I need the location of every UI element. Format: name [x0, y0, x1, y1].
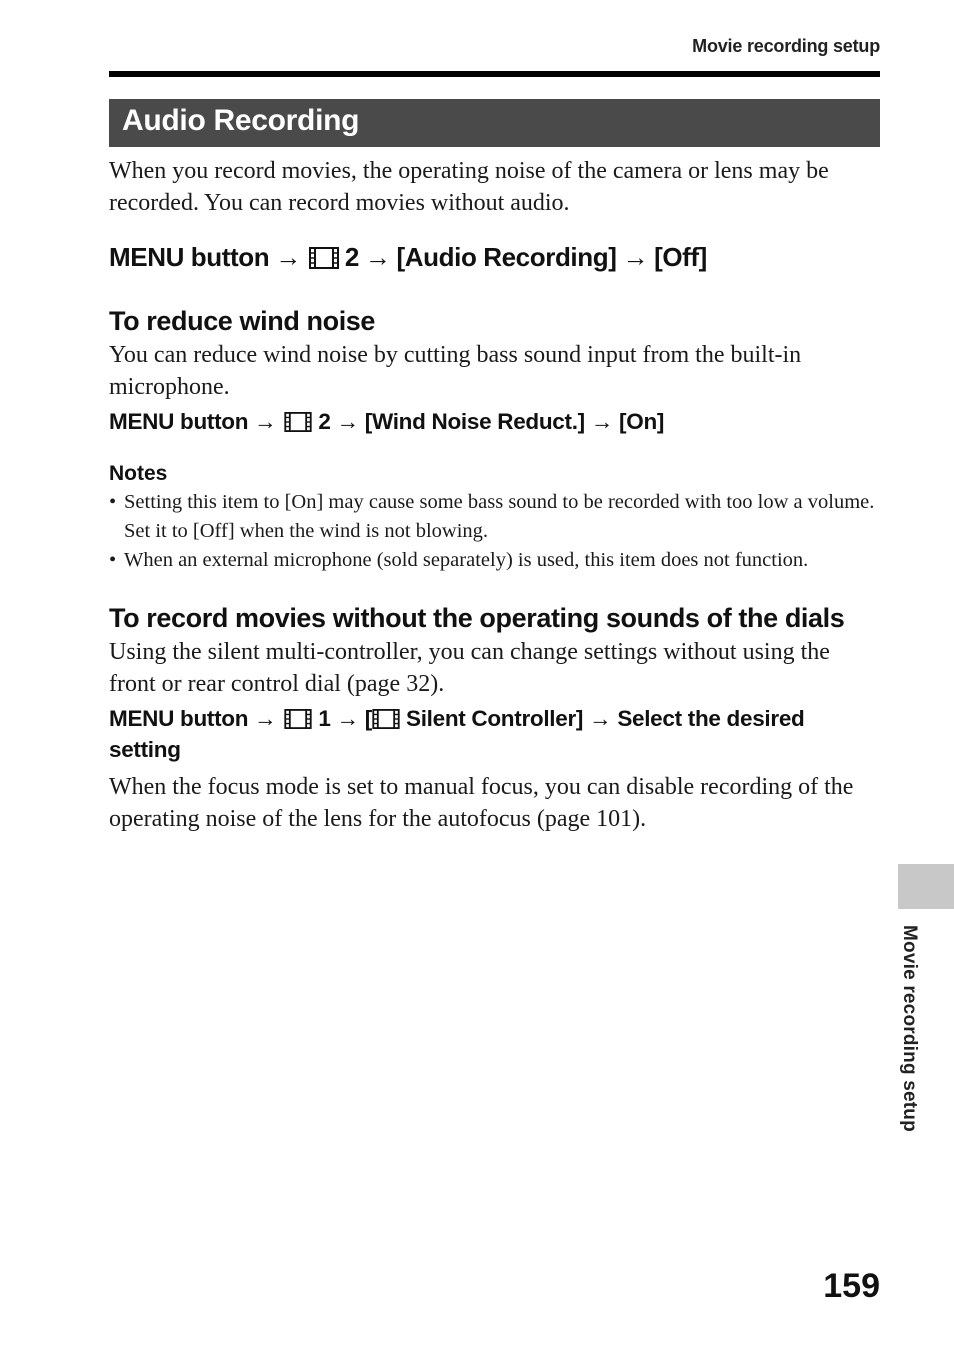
arrow-icon: → — [590, 409, 614, 434]
menu-step-page: 2 — [344, 242, 359, 272]
arrow-icon: → — [254, 409, 277, 434]
arrow-icon: → — [589, 706, 612, 731]
menu-step-value: [On] — [619, 409, 665, 434]
menu-step-item: [Wind Noise Reduct.] — [364, 409, 585, 434]
dials-heading: To record movies without the operating sounds of the dials — [109, 603, 845, 633]
menu-step-item: [Audio Recording] — [396, 242, 617, 272]
page-number: 159 — [823, 1267, 880, 1305]
side-thumb-tab — [898, 864, 954, 909]
bullet-icon: • — [109, 491, 117, 513]
bullet-icon: • — [109, 549, 117, 571]
menu-step-value: Select the desired setting — [109, 706, 805, 762]
menu-path-dials — [109, 703, 869, 765]
arrow-icon: → — [336, 706, 359, 731]
arrow-icon: → — [336, 409, 359, 434]
side-section-label: Movie recording setup — [899, 925, 920, 1132]
top-rule — [109, 71, 880, 77]
menu-step-menu-button: MENU button — [109, 242, 270, 272]
running-head: Movie recording setup — [692, 36, 880, 56]
menu-step-page: 1 — [318, 706, 331, 731]
notes-list — [109, 488, 879, 575]
dials-paragraph: Using the silent multi-controller, you can change settings without using the front or rear control dial (page 32). — [109, 639, 830, 697]
menu-step-menu-button: MENU button — [109, 706, 249, 731]
arrow-icon: → — [254, 706, 277, 731]
menu-step-item: Silent Controller] — [406, 706, 584, 731]
menu-path-audio — [109, 242, 707, 273]
arrow-icon: → — [364, 242, 391, 272]
movie-menu-icon — [284, 412, 312, 432]
movie-menu-icon — [284, 709, 312, 729]
menu-path-wind — [109, 406, 664, 437]
arrow-icon: → — [622, 242, 649, 272]
note-item: • Setting this item to [On] may cause some bass sound to be recorded with too low a volume. Set it to [Off] when the wind is not blowing. — [109, 488, 879, 546]
focus-paragraph: When the focus mode is set to manual focus, you can disable recording of the operating noise of the lens for the autofocus (page 101). — [109, 774, 854, 832]
menu-step-menu-button: MENU button — [109, 409, 249, 434]
menu-step-bracket: [ — [364, 706, 372, 731]
notes-heading: Notes — [109, 462, 168, 485]
menu-step-page: 2 — [318, 409, 331, 434]
movie-menu-icon — [372, 709, 400, 729]
intro-paragraph: When you record movies, the operating noise of the camera or lens may be recorded. You can record movies without audio. — [109, 158, 829, 216]
arrow-icon: → — [275, 242, 301, 272]
menu-step-value: [Off] — [654, 242, 707, 272]
note-item: • When an external microphone (sold separately) is used, this item does not function. — [109, 546, 879, 575]
section-header-bar — [109, 99, 880, 147]
wind-paragraph: You can reduce wind noise by cutting bass sound input from the built-in microphone. — [109, 342, 802, 400]
section-title: Audio Recording — [122, 104, 360, 137]
wind-heading: To reduce wind noise — [109, 306, 376, 336]
movie-menu-icon — [309, 247, 339, 269]
